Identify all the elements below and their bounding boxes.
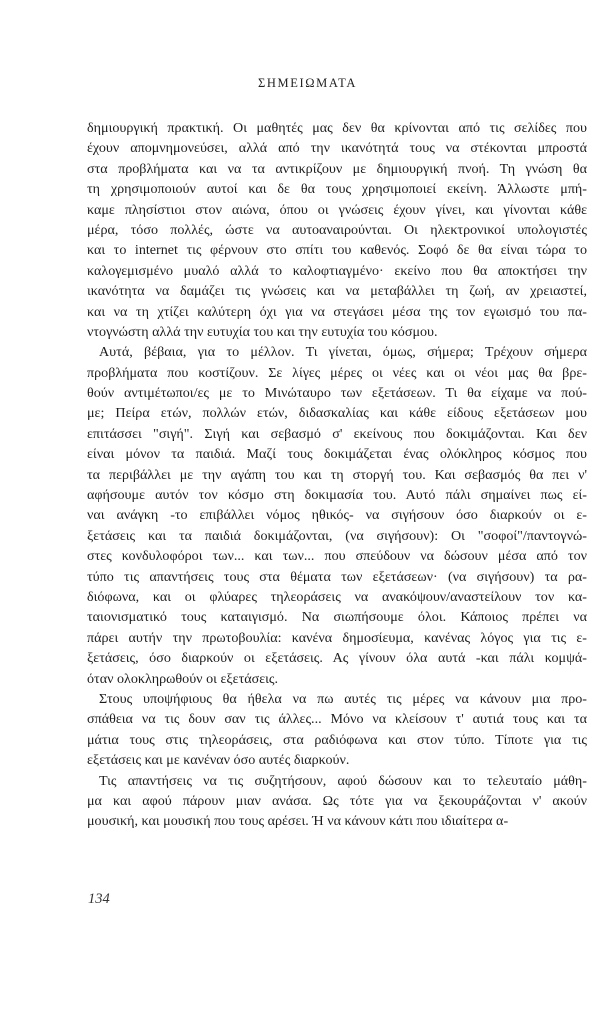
running-head: ΣΗΜΕΙΩΜΑΤΑ <box>258 76 357 90</box>
text-line: και να τη χτίζει καλύτερη όχι για να στεγάσει μέσα της τον εγωισμό του πα- <box>87 303 587 320</box>
text-line: καμε πλησίστιοι στον αιώνα, όπου οι γνώσεις έχουν γίνει, και γίνονται κάθε <box>87 201 587 218</box>
text-line: στα προβλήματα και να τα αντικρίζουν με δημιουργική πνοή. Τη γνώση θα <box>87 160 587 177</box>
text-line: τύπο τις απαντήσεις τους στα θέματα των εξετάσεων· (να σιγήσουν) τα ρα- <box>87 568 587 585</box>
text-line: όταν ολοκληρωθούν οι εξετάσεις. <box>87 670 279 687</box>
text-line: Αυτά, βέβαια, για το μέλλον. Τι γίνεται, όμως, σήμερα; Τρέχουν σήμερα <box>99 344 587 361</box>
text-line: εξετάσεις και με κανέναν όσο αυτές διαρκούν. <box>87 752 350 769</box>
text-line: είναι μόνον τα παιδιά. Μαζί τους δοκιμάζεται ένας ολόκληρος κόσμος που <box>87 446 587 463</box>
text-line: τα περιβάλλει με την αγάπη του και τη στοργή του. Και σεβασμός θα πει ν' <box>87 466 587 483</box>
text-line: σπάθεια να τις δουν σαν τις άλλες... Μόνο να κλείσουν τ' αυτιά τους και τα <box>87 711 587 728</box>
text-line: ξετάσεις και τα παιδιά δοκιμάζονται, (να σιγήσουν): Οι "σοφοί"/παντογνώ- <box>87 527 587 544</box>
text-line: αφήσουμε αυτόν τον κόσμο στη δοκιμασία του. Αυτό πάλι σημαίνει πως εί- <box>87 487 587 504</box>
text-line: πάρει αυτήν την πρωτοβουλία: κανένα δημοσίευμα, κανένας λόγος για τις ε- <box>87 629 587 646</box>
text-line: τη χρησιμοποιούν αυτοί και δε θα τους χρησιμοποιεί εκείνη. Άλλωστε μπή- <box>87 181 587 198</box>
text-line: διόφωνα, και οι φλύαρες τηλεοράσεις να ανακόψουν/αναστείλουν τον κα- <box>87 588 587 605</box>
text-line: ταιονισματικό τους καταιγισμό. Να σιωπήσουμε όλοι. Κάποιος πρέπει να <box>87 609 587 626</box>
text-line: καλογεμισμένο μυαλό αλλά το καλοφτιαγμένο· εκείνο που θα αποκτήσει την <box>87 262 587 279</box>
page-number: 134 <box>88 891 110 907</box>
text-line: μα και αφού πάρουν μιαν ανάσα. Ως τότε για να ξεκουράζονται ν' ακούν <box>87 792 587 809</box>
text-line: μάτια τους στις τηλεοράσεις, στα ραδιόφωνα και στον τύπο. Τίποτε για τις <box>87 731 587 748</box>
text-line: προβλήματα που κοστίζουν. Σε λίγες μέρες οι νέες και οι νέοι μας θα βρε- <box>87 364 587 381</box>
text-line: επιτάσσει "σιγή". Σιγή και σεβασμό σ' εκείνους που δοκιμάζονται. Και δεν <box>87 425 587 442</box>
text-line: θούν αντιμέτωποι/ες με το Μινώταυρο των εξετάσεων. Τι θα είχαμε να πού- <box>87 385 587 402</box>
body-text <box>87 118 587 832</box>
text-line: ξετάσεις, όσο διαρκούν οι εξετάσεις. Ας γίνουν όλα αυτά -και πάλι κομψά- <box>87 650 587 667</box>
text-line: στες κονδυλοφόροι των... και των... που σπεύδουν να δώσουν μέσα από τον <box>87 548 587 565</box>
text-line: Στους υποψήφιους θα ήθελα να πω αυτές τις μέρες να κάνουν μια προ- <box>99 690 587 707</box>
text-line: έχουν απομνημονεύσει, αλλά από την ικανότητά τους να στέκονται μπροστά <box>87 140 587 157</box>
text-line: μέρα, τόσο πολλές, ώστε να αυτοαναιρούνται. Οι ηλεκτρονικοί υπολογιστές <box>87 221 587 238</box>
text-line: με; Πείρα ετών, πολλών ετών, διδασκαλίας και κάθε είδους εξετάσεων μου <box>87 405 587 422</box>
text-line: Τις απαντήσεις να τις συζητήσουν, αφού δώσουν και το τελευταίο μάθη- <box>99 772 587 789</box>
text-line: δημιουργική πρακτική. Οι μαθητές μας δεν θα κρίνονται από τις σελίδες που <box>87 120 587 136</box>
text-line: και το internet τις φέρνουν στο σπίτι του καθενός. Σοφό δε θα είναι τώρα το <box>87 242 587 259</box>
text-line: μουσική, και μουσική που τους αρέσει. Ή να κάνουν κάτι που ιδιαίτερα α- <box>87 813 509 830</box>
text-line: ντογνώστη αλλά την ευτυχία του και την ευτυχία του κόσμου. <box>87 323 438 340</box>
text-line: ναι ανάγκη -το επιβάλλει νόμος ηθικός- να σιγήσουν όσο διαρκούν οι ε- <box>87 507 587 524</box>
text-line: ικανότητα να δαμάζει τις γνώσεις και να μεταβάλλει τη ζωή, αν χρειαστεί, <box>87 283 587 300</box>
